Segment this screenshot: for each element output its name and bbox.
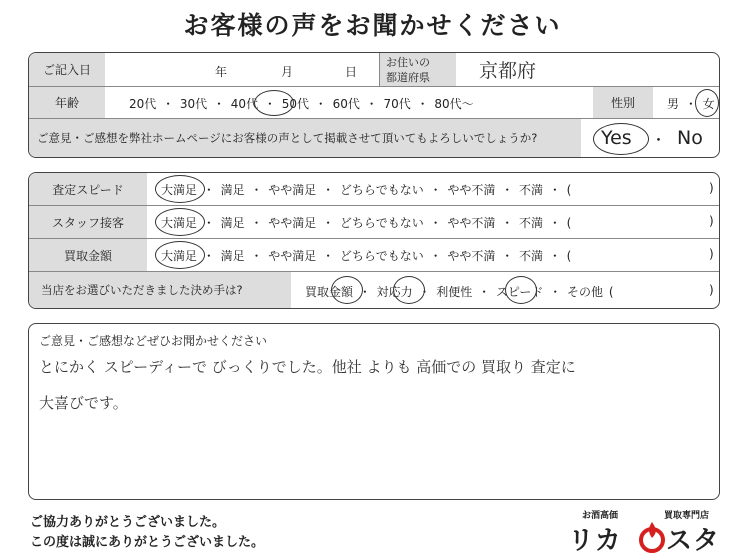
logo-tagline-left: お酒高価 [582, 511, 619, 521]
speed-options: 大満足 ・ 満足 ・ やや満足 ・ どちらでもない ・ やや不満 ・ 不満 ・ ( [161, 183, 572, 197]
comment-label: ご意見・ご感想などぜひお聞かせください [39, 334, 268, 348]
age-selected-circle [254, 90, 294, 116]
reason-circle-response [393, 276, 425, 304]
reason-circle-speed [505, 276, 537, 304]
consent-no: No [677, 127, 703, 149]
residence-label: お住いの 都道府県 [380, 53, 456, 86]
logo-text-left: リカ [568, 526, 622, 556]
gender-selected-circle [695, 89, 719, 117]
consent-yes: Yes [601, 127, 632, 149]
reason-close: ) [709, 283, 714, 297]
date-year: 年 [215, 65, 228, 79]
staff-label: スタッフ接客 [29, 206, 147, 238]
gender-label: 性別 [593, 87, 653, 118]
thanks-line-2: この度は誠にありがとうございました。 [30, 535, 265, 550]
date-label: ご記入日 [29, 53, 105, 86]
comment-section [28, 323, 720, 500]
consent-selected-circle [593, 123, 649, 155]
ratings-section [28, 172, 720, 309]
thanks-line-1: ご協力ありがとうございました。 [30, 515, 226, 530]
reason-question: 当店をお選びいただきました決め手は? [29, 272, 291, 308]
age-label: 年齢 [29, 87, 105, 118]
date-month: 月 [281, 65, 294, 79]
speed-close: ) [709, 181, 714, 195]
consent-question: ご意見・ご感想を弊社ホームページにお客様の声として掲載させて頂いてもよろしいでしょうか? [29, 119, 581, 157]
logo [566, 504, 726, 556]
speed-selected-circle [155, 175, 205, 203]
staff-options: 大満足 ・ 満足 ・ やや満足 ・ どちらでもない ・ やや不満 ・ 不満 ・ ( [161, 216, 572, 230]
flame-icon [638, 520, 666, 554]
staff-close: ) [709, 214, 714, 228]
price-close: ) [709, 247, 714, 261]
speed-label: 査定スピード [29, 173, 147, 205]
price-label: 買取金額 [29, 239, 147, 271]
age-options: 20代 ・ 30代 ・ 40代 ・ 50代 ・ 60代 ・ 70代 ・ 80代〜 [129, 97, 474, 111]
reason-circle-price [331, 276, 363, 304]
staff-selected-circle [155, 208, 205, 236]
residence-value: 京都府 [479, 60, 537, 82]
price-options: 大満足 ・ 満足 ・ やや満足 ・ どちらでもない ・ やや不満 ・ 不満 ・ ( [161, 249, 572, 263]
info-section [28, 52, 720, 158]
reason-options: 買取金額 ・ 対応力 ・ 利便性 ・ スピード ・ その他 ( [305, 285, 614, 299]
comment-line-1: とにかく スピーディーで びっくりでした。他社 よりも 高価での 買取り 査定に [39, 358, 576, 376]
form-title: お客様の声をお聞かせください [183, 11, 562, 40]
comment-line-2: 大喜びです。 [39, 394, 128, 412]
price-selected-circle [155, 241, 205, 269]
logo-text-right: スタ [666, 526, 721, 556]
date-day: 日 [345, 65, 358, 79]
logo-tagline-right: 買取専門店 [664, 511, 710, 521]
gender-options: 男 ・ 女 [667, 97, 715, 111]
consent-dot: ・ [651, 131, 667, 149]
